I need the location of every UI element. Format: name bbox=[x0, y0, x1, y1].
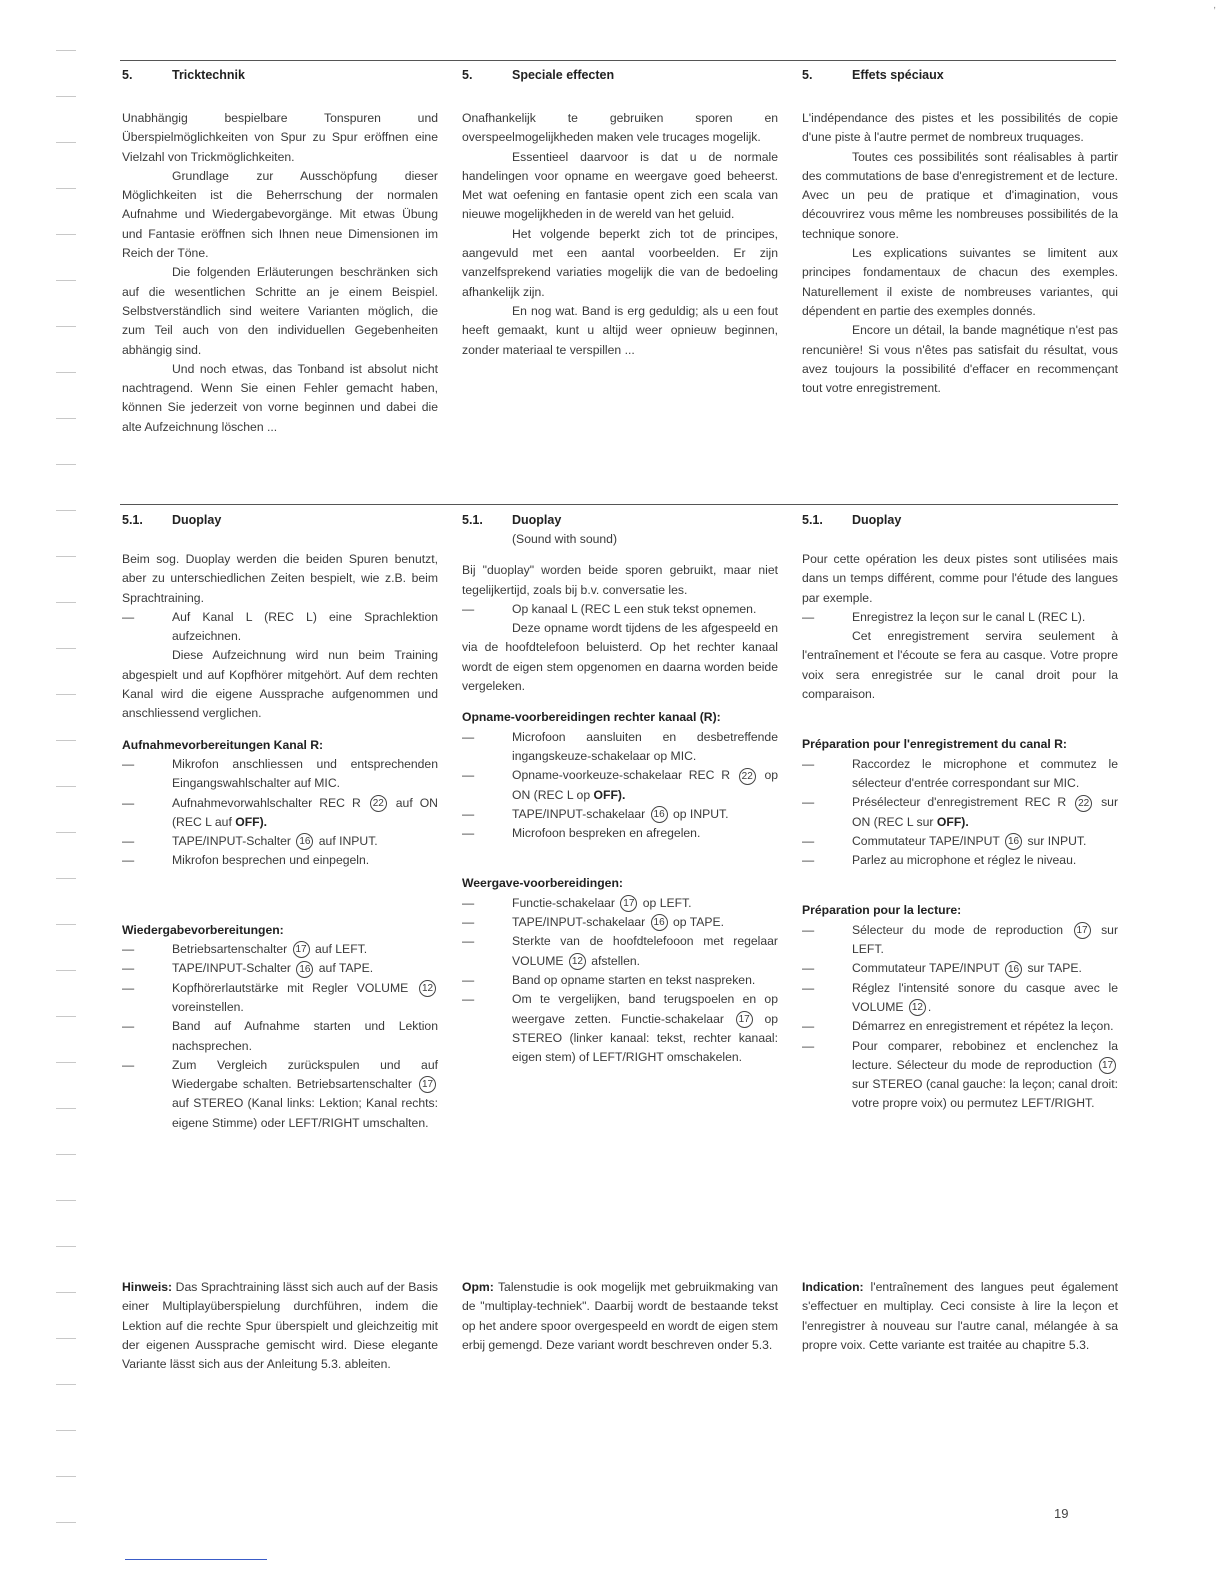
control-number-badge: 16 bbox=[1005, 833, 1022, 850]
section-51-german bbox=[122, 511, 438, 1133]
list-item: — Opname-voorkeuze-schakelaar REC R 22 op ON (REC L op OFF). bbox=[462, 768, 778, 802]
section-heading: 5. Speciale effecten bbox=[462, 68, 615, 82]
list-item: — Zum Vergleich zurückspulen und auf Wiedergabe schalten. Betriebsartenschalter 17 auf STEREO (Kanal links: Lektion; Kanal rechts: eigene Stimme) oder LEFT/RIGHT umschalten. bbox=[122, 1057, 438, 1130]
list-item: — TAPE/INPUT-schakelaar 16 op INPUT. bbox=[462, 805, 778, 824]
list-item: — Parlez au microphone et réglez le niveau. bbox=[802, 853, 1077, 868]
list-item: — Microfoon bespreken en afregelen. bbox=[462, 826, 701, 841]
subheading-recording-prep: Opname-voorbereidingen rechter kanaal (R): bbox=[462, 710, 721, 725]
subheading-recording-prep: Aufnahmevorbereitungen Kanal R: bbox=[122, 737, 324, 752]
section-51-french bbox=[802, 511, 1118, 1114]
control-number-badge: 17 bbox=[293, 941, 310, 958]
control-number-badge: 17 bbox=[1074, 922, 1091, 939]
section-subtitle: (Sound with sound) bbox=[512, 532, 618, 546]
paragraph: Grundlage zur Ausschöpfung dieser Möglichkeiten ist die Beherrschung der normalen Aufnahme und Wiedergabevorgänge. Mit etwas Übung und Fantasie eröffnen sich Ihnen neue Dimensionen im Reich der Töne. bbox=[122, 168, 438, 261]
control-number-badge: 12 bbox=[419, 980, 436, 997]
note-dutch: Opm: Talenstudie is ook mogelijk met gebruikmaking van de "multiplay-techniek". Daarbij wordt de bestaande tekst op het andere spoor overgespeeld en wordt de eigen stem erbij gemengd. Deze variant wordt beschreven onder 5.3. bbox=[462, 1280, 778, 1352]
list-item: — Betriebsartenschalter 17 auf LEFT. bbox=[122, 940, 438, 959]
list-item: — Microfoon aansluiten en desbetreffende ingangskeuze-schakelaar op MIC. bbox=[462, 729, 778, 763]
list-item: — Op kanaal L (REC L een stuk tekst opnemen. bbox=[462, 601, 757, 616]
list-item: — Mikrofon besprechen und einpegeln. bbox=[122, 853, 370, 868]
paragraph: Toutes ces possibilités sont réalisables à partir des commutations de base d'enregistrement et de lecture. Avec un peu de pratique et d'imagination, vous découvrirez vous même les nombreuses possibilités de la technique sonore. bbox=[802, 149, 1118, 241]
list-item: — TAPE/INPUT-Schalter 16 auf INPUT. bbox=[122, 832, 438, 851]
list-item: — Commutateur TAPE/INPUT 16 sur TAPE. bbox=[802, 959, 1118, 978]
list-item: — Sterkte van de hoofdtelefooon met regelaar VOLUME 12 afstellen. bbox=[462, 932, 778, 971]
paragraph: Und noch etwas, das Tonband ist absolut nicht nachtragend. Wenn Sie einen Fehler gemacht haben, können Sie jederzeit von vorne beginnen und dabei die alte Aufzeichnung löschen ... bbox=[122, 361, 438, 434]
subheading-playback-prep: Weergave-voorbereidingen: bbox=[462, 876, 623, 891]
list-item: — Commutateur TAPE/INPUT 16 sur INPUT. bbox=[802, 832, 1118, 851]
control-number-badge: 16 bbox=[651, 914, 668, 931]
list-item: — Band auf Aufnahme starten und Lektion nachsprechen. bbox=[122, 1019, 438, 1053]
list-item: — Functie-schakelaar 17 op LEFT. bbox=[462, 894, 778, 913]
list-item: — Sélecteur du mode de reproduction 17 sur LEFT. bbox=[802, 922, 1119, 957]
section-heading: 5.1. Duoplay bbox=[122, 513, 222, 527]
section-51-dutch bbox=[462, 511, 778, 1067]
subheading-playback-prep: Préparation pour la lecture: bbox=[802, 903, 962, 918]
list-item: — Présélecteur d'enregistrement REC R 22 sur ON (REC L sur OFF). bbox=[802, 795, 1119, 829]
section-5-french bbox=[802, 66, 1118, 398]
section-5-dutch bbox=[462, 66, 778, 360]
list-item: — Aufnahmevorwahlschalter REC R 22 auf ON (REC L auf OFF). bbox=[122, 795, 438, 829]
section-heading: 5.1. Duoplay bbox=[802, 513, 902, 527]
control-number-badge: 17 bbox=[419, 1076, 436, 1093]
footer-line bbox=[125, 1559, 267, 1560]
list-item: — Kopfhörerlautstärke mit Regler VOLUME 12 voreinstellen. bbox=[122, 979, 438, 1018]
control-number-badge: 16 bbox=[1005, 961, 1022, 978]
control-number-badge: 17 bbox=[620, 895, 637, 912]
list-item: — Mikrofon anschliessen und entsprechenden Eingangswahlschalter auf MIC. bbox=[122, 756, 438, 791]
list-item: — Raccordez le microphone et commutez le sélecteur d'entrée correspondant sur MIC. bbox=[802, 756, 1118, 790]
list-item: — Om te vergelijken, band terugspoelen en op weergave zetten. Functie-schakelaar 17 op STEREO (linker kanaal: tekst, rechter kanaal: eigen stem) of LEFT/RIGHT omschakelen. bbox=[462, 992, 779, 1065]
list-item: — Enregistrez la leçon sur le canal L (REC L). bbox=[802, 609, 1086, 624]
paragraph: L'indépendance des pistes et les possibilités de copie d'une piste à l'autre permet de nombreux truquages. bbox=[802, 111, 1118, 145]
control-number-badge: 12 bbox=[909, 999, 926, 1016]
list-item: — Band op opname starten en tekst naspreken. bbox=[462, 972, 756, 987]
note-german: Hinweis: Das Sprachtraining lässt sich auch auf der Basis einer Multiplayüberspielung durchführen, indem die Lektion auf die rechte Spur überspielt und gleichzeitig mit der eigenen Aussprache gemischt wird. Diese elegante Variante lässt sich aus der Anleitung 5.3. ableiten. bbox=[122, 1280, 438, 1372]
control-number-badge: 17 bbox=[1099, 1057, 1116, 1074]
control-number-badge: 17 bbox=[736, 1011, 753, 1028]
binding-margin-ticks bbox=[56, 40, 76, 1540]
control-number-badge: 12 bbox=[569, 953, 586, 970]
paragraph: Cet enregistrement servira seulement à l'entraînement et l'écoute se fera au casque. Votre propre voix sera enregistrée sur le canal droit pour la comparaison. bbox=[802, 629, 1118, 702]
list-item: — TAPE/INPUT-Schalter 16 auf TAPE. bbox=[122, 959, 438, 978]
section-5-rule bbox=[120, 60, 1116, 61]
control-number-badge: 16 bbox=[651, 806, 668, 823]
control-number-badge: 16 bbox=[296, 961, 313, 978]
section-heading: 5. Tricktechnik bbox=[122, 68, 245, 82]
control-number-badge: 22 bbox=[370, 795, 387, 812]
paragraph: Deze opname wordt tijdens de les afgespeeld en via de hoofdtelefoon beluisterd. Op het rechter kanaal wordt de eigen stem opgenomen en daarna worden beide vergeleken. bbox=[462, 621, 778, 694]
paragraph: Pour cette opération les deux pistes sont utilisées mais dans un temps différent, comme pour l'étude des langues par exemple. bbox=[802, 552, 1118, 605]
paragraph: Unabhängig bespielbare Tonspuren und Überspielmöglichkeiten von Spur zu Spur eröffnen eine Vielzahl von Trickmöglichkeiten. bbox=[122, 111, 438, 164]
paragraph: Bij "duoplay" worden beide sporen gebruikt, maar niet tegelijkertijd, zoals bij b.v. conversatie les. bbox=[462, 563, 778, 597]
subheading-playback-prep: Wiedergabevorbereitungen: bbox=[122, 922, 284, 937]
paragraph: Het volgende beperkt zich tot de principes, aangevuld met een aantal voorbeelden. Er zijn vanzelfsprekend variaties mogelijk die van de bedoeling afhankelijk zijn. bbox=[462, 226, 778, 299]
section-51-rule bbox=[120, 504, 1118, 505]
list-item: — Réglez l'intensité sonore du casque avec le VOLUME 12 . bbox=[802, 979, 1118, 1018]
section-heading: 5.1. Duoplay bbox=[462, 513, 562, 527]
list-item: — Pour comparer, rebobinez et enclenchez la lecture. Sélecteur du mode de reproduction 17 sur STEREO (canal gauche: la leçon; canal droit: votre propre voix) ou permutez LEFT/RIGHT. bbox=[802, 1038, 1118, 1111]
subheading-recording-prep: Préparation pour l'enregistrement du canal R: bbox=[802, 737, 1067, 752]
list-item: — TAPE/INPUT-schakelaar 16 op TAPE. bbox=[462, 913, 778, 932]
control-number-badge: 22 bbox=[1075, 795, 1092, 812]
paragraph: Les explications suivantes se limitent aux principes fondamentaux de chacun des exemples. Naturellement il existe de nombreuses variantes, qui dépendent en partie des exemples donnés. bbox=[802, 246, 1118, 318]
section-5-german bbox=[122, 66, 438, 437]
note-french: Indication: l'entraînement des langues peut également s'effectuer en multiplay. Ceci consiste à lire la leçon et l'enregistrer à nouveau sur l'autre canal, mélangée à sa propre voix. Cette variante est traitée au chapitre 5.3. bbox=[802, 1280, 1119, 1352]
paragraph: En nog wat. Band is erg geduldig; als u een fout heeft gemaakt, kunt u altijd weer opnieuw beginnen, zonder materiaal te verspillen ... bbox=[462, 303, 778, 357]
corner-mark: , bbox=[1213, 0, 1216, 11]
list-item: — Démarrez en enregistrement et répétez la leçon. bbox=[802, 1019, 1114, 1034]
control-number-badge: 16 bbox=[296, 833, 313, 850]
paragraph: Beim sog. Duoplay werden die beiden Spuren benutzt, aber zu unterschiedlichen Zeiten bespielt, wie z.B. beim Sprachtraining. bbox=[122, 552, 438, 605]
list-item: — Auf Kanal L (REC L) eine Sprachlektion aufzeichnen. bbox=[122, 609, 438, 644]
paragraph: Die folgenden Erläuterungen beschränken sich auf die wesentlichen Schritte an je einem Beispiel. Selbstverständlich sind weitere Varianten möglich, die zum Teil auch von den individuellen Gegebenheiten abhängig sind. bbox=[122, 265, 438, 357]
paragraph: Encore un détail, la bande magnétique n'est pas rencunière! Si vous n'êtes pas satisfait du résultat, vous avez toujours la possibilité d'effacer en recommençant tout votre enregistrement. bbox=[802, 323, 1118, 396]
control-number-badge: 22 bbox=[739, 768, 756, 785]
paragraph: Diese Aufzeichnung wird nun beim Training abgespielt und auf Kopfhörer mitgehört. Auf dem rechten Kanal wird die eigene Aussprache aufgenommen und anschliessend verglichen. bbox=[122, 648, 438, 721]
page-number: 19 bbox=[1054, 1506, 1069, 1521]
paragraph: Essentieel daarvoor is dat u de normale handelingen voor opname en weergave goed beheerst. Met wat oefening en fantasie opent zich een scala van nieuwe mogelijkheden in de wereld van het geluid. bbox=[462, 149, 778, 222]
paragraph: Onafhankelijk te gebruiken sporen en overspeelmogelijkheden maken vele trucages mogelijk. bbox=[462, 111, 778, 145]
section-heading: 5. Effets spéciaux bbox=[802, 68, 944, 82]
